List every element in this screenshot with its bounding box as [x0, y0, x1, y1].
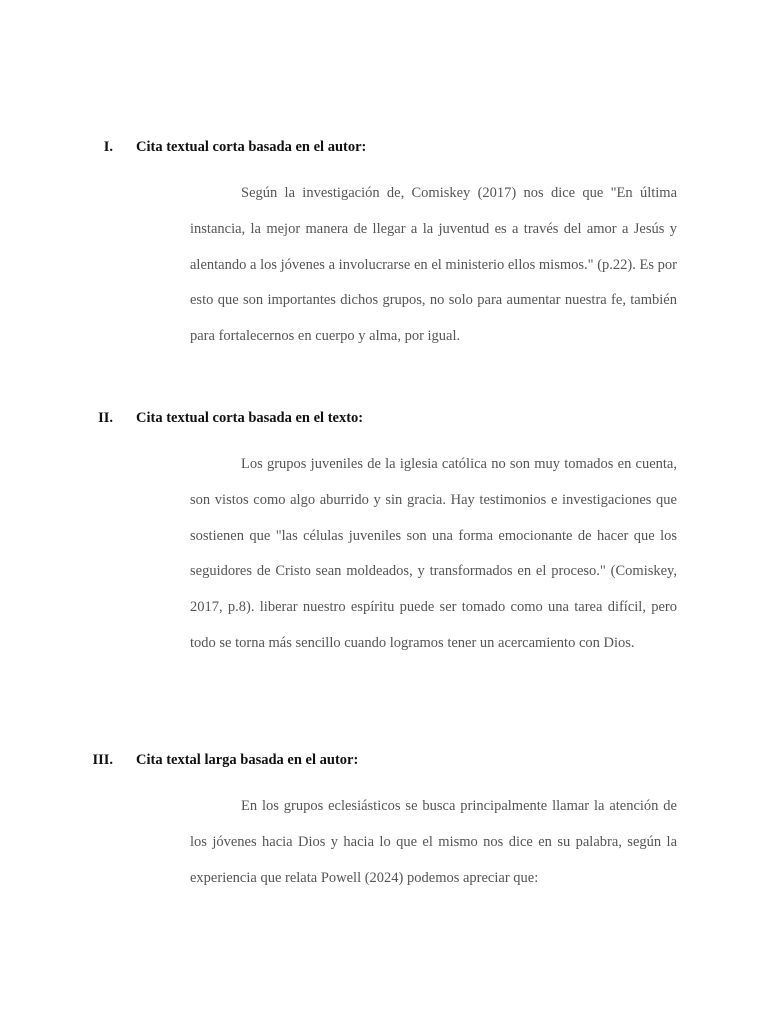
section-heading [0, 752, 768, 772]
section-title: Cita textual corta basada en el texto: [136, 410, 364, 426]
section-paragraph: Los grupos juveniles de la iglesia católica no son muy tomados en cuenta, son vistos como algo aburrido y sin gracia. Hay testimonios e investigaciones que sostienen que "las células juveniles son una forma emocionante de hacer que los seguidores de Cristo sean moldeados, y transformados en el proceso." (Comiskey, 2017, p.8). liberar nuestro espíritu puede ser tomado como una tarea difícil, pero todo se torna más sencillo cuando logramos tener un acercamiento con Dios. [190, 456, 677, 651]
section-paragraph: En los grupos eclesiásticos se busca principalmente llamar la atención de los jóvenes hacia Dios y hacia lo que el mismo nos dice en su palabra, según la experiencia que relata Powell (2024) podemos apreciar que: [190, 798, 677, 886]
section-heading [0, 410, 768, 430]
section-title: Cita textal larga basada en el autor: [136, 752, 359, 768]
section-numeral: II. [98, 410, 113, 426]
section-paragraph: Según la investigación de, Comiskey (2017) nos dice que "En última instancia, la mejor manera de llegar a la juventud es a través del amor a Jesús y alentando a los jóvenes a involucrarse en el ministerio ellos mismos." (p.22). Es por esto que son importantes dichos grupos, no solo para aumentar nuestra fe, también para fortalecernos en cuerpo y alma, por igual. [190, 185, 677, 345]
section-numeral: III. [92, 752, 113, 768]
section-heading [0, 139, 768, 159]
section-numeral: I. [103, 139, 113, 155]
section-title: Cita textual corta basada en el autor: [136, 139, 367, 155]
